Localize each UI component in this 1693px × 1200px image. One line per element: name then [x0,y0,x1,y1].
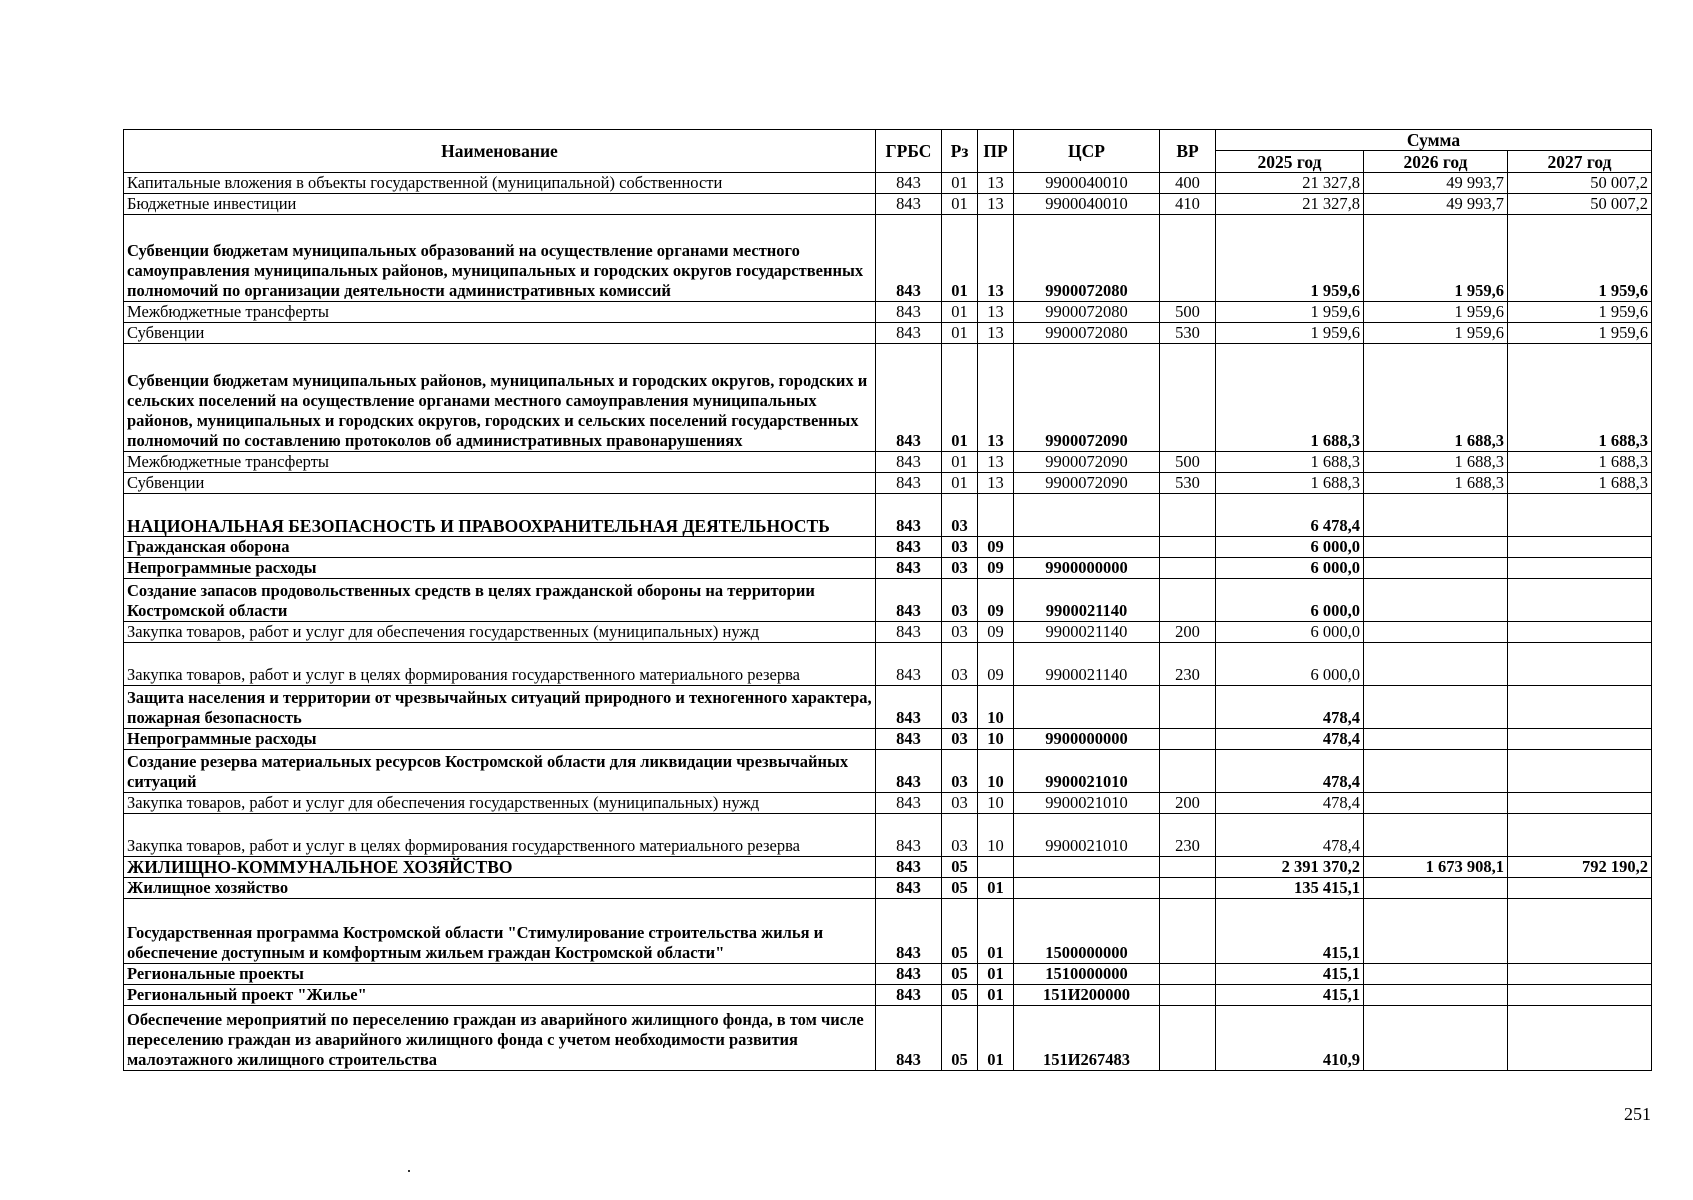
cell-grbs: 843 [876,729,942,750]
cell-pr: 01 [978,985,1014,1006]
cell-sum-2026 [1364,729,1508,750]
cell-sum-2025: 21 327,8 [1216,173,1364,194]
table-row [124,494,1652,537]
cell-grbs: 843 [876,323,942,344]
cell-sum-2027: 50 007,2 [1508,194,1652,215]
cell-sum-2027: 1 688,3 [1508,452,1652,473]
cell-pr: 13 [978,173,1014,194]
cell-csr: 9900072090 [1014,473,1160,494]
cell-csr: 9900072080 [1014,215,1160,302]
cell-csr [1014,857,1160,878]
cell-vr [1160,1006,1216,1071]
cell-vr [1160,537,1216,558]
cell-sum-2025: 1 959,6 [1216,323,1364,344]
cell-sum-2027 [1508,899,1652,964]
cell-sum-2026: 49 993,7 [1364,173,1508,194]
cell-sum-2025: 1 688,3 [1216,473,1364,494]
cell-csr [1014,494,1160,537]
header-pr: ПР [978,130,1014,173]
cell-sum-2025: 415,1 [1216,899,1364,964]
cell-sum-2026: 1 688,3 [1364,473,1508,494]
cell-csr: 9900021140 [1014,579,1160,622]
cell-sum-2026 [1364,622,1508,643]
cell-rz: 05 [942,857,978,878]
header-vr: ВР [1160,130,1216,173]
cell-csr: 9900072090 [1014,344,1160,452]
cell-name: Закупка товаров, работ и услуг для обеспечения государственных (муниципальных) нужд [124,793,876,814]
cell-csr: 9900021140 [1014,622,1160,643]
table-row [124,558,1652,579]
cell-rz: 01 [942,194,978,215]
cell-rz: 03 [942,793,978,814]
cell-sum-2025: 6 000,0 [1216,622,1364,643]
cell-vr: 500 [1160,302,1216,323]
cell-sum-2025: 478,4 [1216,729,1364,750]
cell-vr: 530 [1160,473,1216,494]
cell-pr: 13 [978,215,1014,302]
cell-name: Создание запасов продовольственных средств в целях гражданской обороны на территории Костромской области [124,579,876,622]
cell-vr [1160,494,1216,537]
cell-vr: 230 [1160,814,1216,857]
cell-sum-2025: 2 391 370,2 [1216,857,1364,878]
cell-grbs: 843 [876,899,942,964]
cell-pr: 01 [978,878,1014,899]
cell-sum-2025: 6 000,0 [1216,643,1364,686]
cell-pr: 09 [978,579,1014,622]
cell-sum-2026 [1364,643,1508,686]
cell-grbs: 843 [876,686,942,729]
cell-csr: 151И200000 [1014,985,1160,1006]
cell-sum-2025: 415,1 [1216,964,1364,985]
cell-sum-2025: 21 327,8 [1216,194,1364,215]
cell-rz: 01 [942,173,978,194]
cell-name: Закупка товаров, работ и услуг в целях формирования государственного материального резерва [124,814,876,857]
cell-sum-2026: 1 688,3 [1364,344,1508,452]
cell-sum-2026 [1364,1006,1508,1071]
cell-vr [1160,344,1216,452]
cell-grbs: 843 [876,344,942,452]
cell-vr: 410 [1160,194,1216,215]
cell-vr [1160,750,1216,793]
cell-pr: 10 [978,686,1014,729]
cell-vr [1160,686,1216,729]
cell-sum-2025: 478,4 [1216,814,1364,857]
budget-table [123,129,1652,1071]
header-year-2027: 2027 год [1508,151,1652,173]
cell-rz: 01 [942,344,978,452]
table-row [124,686,1652,729]
cell-sum-2026 [1364,558,1508,579]
cell-grbs: 843 [876,302,942,323]
cell-name: Межбюджетные трансферты [124,452,876,473]
cell-sum-2027: 50 007,2 [1508,173,1652,194]
cell-rz: 01 [942,302,978,323]
cell-pr [978,857,1014,878]
cell-sum-2026 [1364,686,1508,729]
table-row [124,1006,1652,1071]
cell-pr: 13 [978,302,1014,323]
cell-grbs: 843 [876,494,942,537]
cell-rz: 03 [942,622,978,643]
cell-csr: 151И267483 [1014,1006,1160,1071]
cell-name: Закупка товаров, работ и услуг в целях формирования государственного материального резерва [124,643,876,686]
cell-csr: 9900072080 [1014,323,1160,344]
cell-vr [1160,899,1216,964]
cell-sum-2026 [1364,985,1508,1006]
cell-name: Субвенции [124,473,876,494]
table-row [124,729,1652,750]
cell-grbs: 843 [876,1006,942,1071]
cell-grbs: 843 [876,537,942,558]
cell-name: Субвенции бюджетам муниципальных образований на осуществление органами местного самоуправления муниципальных районов, муниципальных и городских округов государственных полномочий по организации деятельности административных комиссий [124,215,876,302]
cell-name: НАЦИОНАЛЬНАЯ БЕЗОПАСНОСТЬ И ПРАВООХРАНИТЕЛЬНАЯ ДЕЯТЕЛЬНОСТЬ [124,494,876,537]
page-number: 251 [1624,1104,1651,1124]
cell-sum-2025: 415,1 [1216,985,1364,1006]
cell-vr: 200 [1160,622,1216,643]
cell-csr: 9900021010 [1014,814,1160,857]
cell-rz: 03 [942,537,978,558]
cell-grbs: 843 [876,985,942,1006]
cell-sum-2025: 1 688,3 [1216,452,1364,473]
table-row [124,985,1652,1006]
header-year-2026: 2026 год [1364,151,1508,173]
cell-sum-2027 [1508,622,1652,643]
cell-name: Создание резерва материальных ресурсов Костромской области для ликвидации чрезвычайных ситуаций [124,750,876,793]
cell-sum-2026 [1364,814,1508,857]
cell-sum-2026: 49 993,7 [1364,194,1508,215]
cell-vr: 200 [1160,793,1216,814]
cell-name: Государственная программа Костромской области "Стимулирование строительства жилья и обеспечение доступным и комфортным жильем граждан Костромской области" [124,899,876,964]
cell-rz: 05 [942,964,978,985]
cell-csr: 1500000000 [1014,899,1160,964]
cell-rz: 03 [942,750,978,793]
cell-rz: 01 [942,323,978,344]
cell-sum-2026 [1364,750,1508,793]
cell-sum-2026: 1 688,3 [1364,452,1508,473]
cell-rz: 05 [942,899,978,964]
cell-sum-2026 [1364,579,1508,622]
table-row [124,344,1652,452]
cell-vr [1160,985,1216,1006]
cell-rz: 03 [942,494,978,537]
cell-csr: 9900000000 [1014,558,1160,579]
scan-speck [408,1170,410,1172]
cell-pr: 01 [978,1006,1014,1071]
header-rz: Рз [942,130,978,173]
cell-csr: 9900040010 [1014,173,1160,194]
cell-grbs: 843 [876,878,942,899]
cell-vr [1160,558,1216,579]
cell-sum-2027: 1 959,6 [1508,215,1652,302]
cell-sum-2027 [1508,1006,1652,1071]
cell-vr: 500 [1160,452,1216,473]
cell-pr: 09 [978,558,1014,579]
table-row [124,473,1652,494]
cell-grbs: 843 [876,643,942,686]
cell-csr: 9900072080 [1014,302,1160,323]
cell-csr: 9900021010 [1014,793,1160,814]
cell-sum-2027: 792 190,2 [1508,857,1652,878]
cell-rz: 03 [942,686,978,729]
table-row [124,899,1652,964]
table-row [124,750,1652,793]
cell-vr: 230 [1160,643,1216,686]
cell-name: Капитальные вложения в объекты государственной (муниципальной) собственности [124,173,876,194]
cell-sum-2027 [1508,537,1652,558]
cell-sum-2026 [1364,899,1508,964]
cell-sum-2026: 1 959,6 [1364,323,1508,344]
table-row [124,814,1652,857]
cell-sum-2025: 6 478,4 [1216,494,1364,537]
cell-csr [1014,878,1160,899]
cell-grbs: 843 [876,473,942,494]
cell-vr [1160,857,1216,878]
cell-vr [1160,878,1216,899]
cell-grbs: 843 [876,173,942,194]
cell-rz: 05 [942,1006,978,1071]
cell-sum-2026 [1364,537,1508,558]
cell-sum-2025: 1 959,6 [1216,302,1364,323]
cell-grbs: 843 [876,558,942,579]
cell-pr: 10 [978,750,1014,793]
cell-grbs: 843 [876,215,942,302]
cell-sum-2027 [1508,558,1652,579]
cell-rz: 03 [942,814,978,857]
cell-sum-2027 [1508,878,1652,899]
cell-name: Жилищное хозяйство [124,878,876,899]
cell-sum-2025: 6 000,0 [1216,537,1364,558]
cell-name: Бюджетные инвестиции [124,194,876,215]
cell-rz: 01 [942,215,978,302]
cell-vr [1160,215,1216,302]
cell-grbs: 843 [876,452,942,473]
cell-sum-2025: 478,4 [1216,750,1364,793]
cell-rz: 05 [942,878,978,899]
header-grbs: ГРБС [876,130,942,173]
cell-rz: 03 [942,558,978,579]
cell-pr: 09 [978,643,1014,686]
cell-sum-2026: 1 673 908,1 [1364,857,1508,878]
cell-name: Межбюджетные трансферты [124,302,876,323]
cell-csr: 9900021010 [1014,750,1160,793]
cell-csr [1014,537,1160,558]
cell-sum-2026 [1364,964,1508,985]
cell-pr: 10 [978,729,1014,750]
cell-pr: 01 [978,899,1014,964]
cell-pr: 13 [978,323,1014,344]
cell-sum-2026 [1364,793,1508,814]
cell-sum-2027 [1508,579,1652,622]
cell-grbs: 843 [876,622,942,643]
cell-sum-2026 [1364,878,1508,899]
cell-sum-2025: 6 000,0 [1216,579,1364,622]
cell-grbs: 843 [876,750,942,793]
cell-name: Региональные проекты [124,964,876,985]
cell-pr: 13 [978,473,1014,494]
cell-csr: 9900072090 [1014,452,1160,473]
table-row [124,622,1652,643]
cell-vr [1160,729,1216,750]
cell-csr: 9900021140 [1014,643,1160,686]
cell-pr: 13 [978,344,1014,452]
cell-sum-2025: 1 688,3 [1216,344,1364,452]
cell-rz: 03 [942,643,978,686]
cell-sum-2027 [1508,643,1652,686]
cell-csr: 9900040010 [1014,194,1160,215]
cell-sum-2026: 1 959,6 [1364,302,1508,323]
cell-name: Субвенции бюджетам муниципальных районов, муниципальных и городских округов, городских и сельских поселений на осуществление органами местного самоуправления муниципальных районов, муниципальных и городских округов, городских и сельских поселений государственных полномочий по составлению протоколов об административных правонарушениях [124,344,876,452]
table-row [124,643,1652,686]
cell-rz: 05 [942,985,978,1006]
cell-sum-2027: 1 959,6 [1508,323,1652,344]
cell-sum-2026 [1364,494,1508,537]
cell-sum-2027 [1508,814,1652,857]
cell-vr [1160,964,1216,985]
cell-pr: 13 [978,452,1014,473]
cell-name: Обеспечение мероприятий по переселению граждан из аварийного жилищного фонда, в том числе переселению граждан из аварийного жилищного фонда с учетом необходимости развития малоэтажного жилищного строительства [124,1006,876,1071]
header-sum: Сумма [1216,130,1652,151]
cell-sum-2025: 6 000,0 [1216,558,1364,579]
table-row [124,857,1652,878]
cell-sum-2025: 410,9 [1216,1006,1364,1071]
table-row [124,215,1652,302]
cell-grbs: 843 [876,964,942,985]
cell-grbs: 843 [876,857,942,878]
cell-rz: 03 [942,729,978,750]
cell-name: Гражданская оборона [124,537,876,558]
cell-sum-2027 [1508,729,1652,750]
cell-grbs: 843 [876,579,942,622]
table-row [124,579,1652,622]
header-csr: ЦСР [1014,130,1160,173]
cell-name: Региональный проект "Жилье" [124,985,876,1006]
cell-csr [1014,686,1160,729]
table-row [124,194,1652,215]
table-row [124,537,1652,558]
cell-pr [978,494,1014,537]
table-row [124,323,1652,344]
cell-name: Защита населения и территории от чрезвычайных ситуаций природного и техногенного характера, пожарная безопасность [124,686,876,729]
table-row [124,173,1652,194]
cell-sum-2027 [1508,964,1652,985]
cell-sum-2027: 1 688,3 [1508,344,1652,452]
cell-sum-2027: 1 688,3 [1508,473,1652,494]
cell-pr: 10 [978,793,1014,814]
cell-pr: 09 [978,622,1014,643]
cell-sum-2027 [1508,793,1652,814]
cell-sum-2025: 135 415,1 [1216,878,1364,899]
cell-sum-2027 [1508,750,1652,793]
header-year-2025: 2025 год [1216,151,1364,173]
cell-rz: 01 [942,452,978,473]
cell-grbs: 843 [876,793,942,814]
cell-sum-2025: 478,4 [1216,793,1364,814]
table-row [124,302,1652,323]
cell-sum-2025: 478,4 [1216,686,1364,729]
cell-pr: 01 [978,964,1014,985]
table-row [124,964,1652,985]
cell-name: Субвенции [124,323,876,344]
cell-csr: 1510000000 [1014,964,1160,985]
cell-name: Непрограммные расходы [124,729,876,750]
cell-sum-2027 [1508,985,1652,1006]
cell-rz: 01 [942,473,978,494]
table-row [124,452,1652,473]
cell-grbs: 843 [876,814,942,857]
cell-vr [1160,579,1216,622]
cell-sum-2027 [1508,494,1652,537]
cell-pr: 10 [978,814,1014,857]
cell-grbs: 843 [876,194,942,215]
table-row [124,793,1652,814]
cell-name: Закупка товаров, работ и услуг для обеспечения государственных (муниципальных) нужд [124,622,876,643]
cell-pr: 13 [978,194,1014,215]
cell-sum-2027 [1508,686,1652,729]
cell-sum-2026: 1 959,6 [1364,215,1508,302]
cell-csr: 9900000000 [1014,729,1160,750]
cell-sum-2027: 1 959,6 [1508,302,1652,323]
cell-vr: 530 [1160,323,1216,344]
cell-name: Непрограммные расходы [124,558,876,579]
header-name: Наименование [124,130,876,173]
cell-rz: 03 [942,579,978,622]
cell-vr: 400 [1160,173,1216,194]
cell-name: ЖИЛИЩНО-КОММУНАЛЬНОЕ ХОЗЯЙСТВО [124,857,876,878]
table-row [124,878,1652,899]
cell-pr: 09 [978,537,1014,558]
cell-sum-2025: 1 959,6 [1216,215,1364,302]
